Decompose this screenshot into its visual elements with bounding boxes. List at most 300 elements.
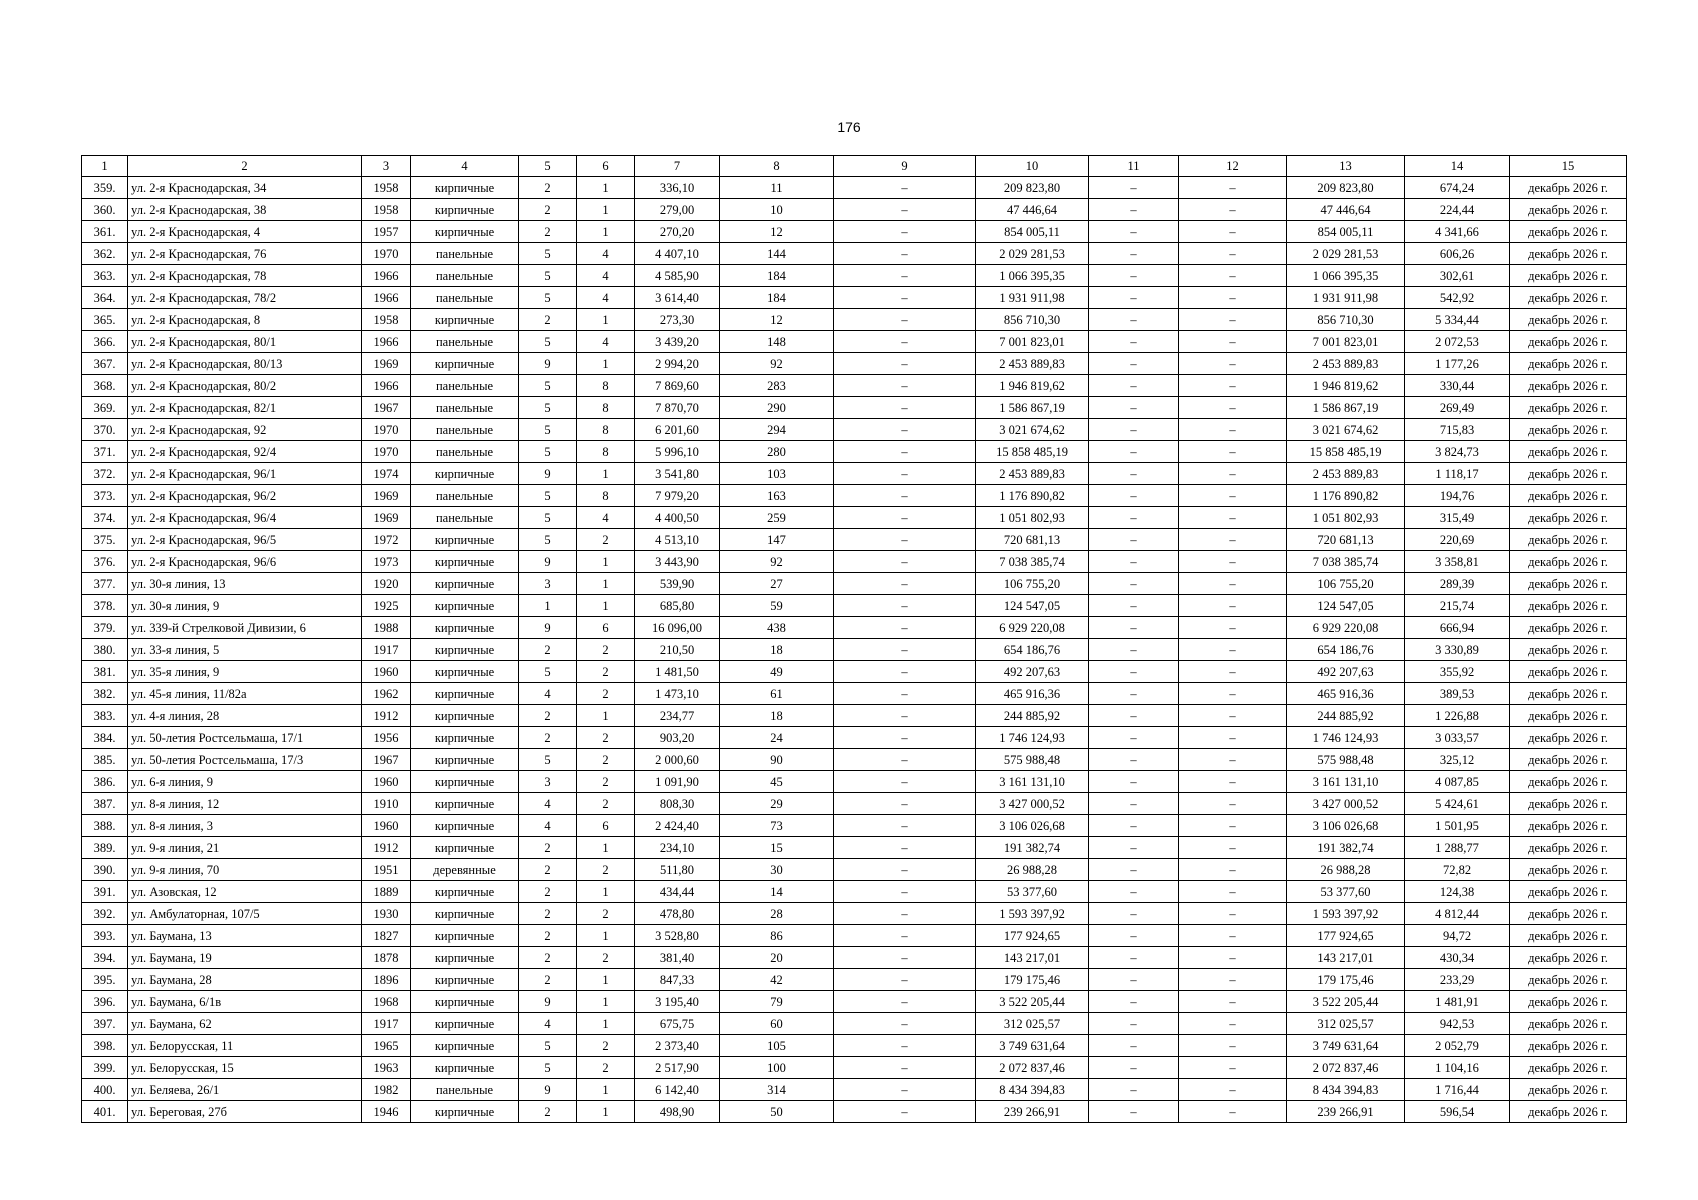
col-floors: 5 (519, 441, 577, 463)
col-address: ул. 2-я Краснодарская, 8 (128, 309, 362, 331)
col-total-cost: 179 175,46 (976, 969, 1089, 991)
col-number: 388. (82, 815, 128, 837)
col-col11: – (1089, 529, 1179, 551)
col-address: ул. 2-я Краснодарская, 96/1 (128, 463, 362, 485)
col-year: 1951 (362, 859, 411, 881)
col-year: 1912 (362, 837, 411, 859)
col-col12: – (1179, 815, 1287, 837)
col-residents: 90 (720, 749, 834, 771)
col-number: 394. (82, 947, 128, 969)
col-residents: 147 (720, 529, 834, 551)
col-total-cost: 3 749 631,64 (976, 1035, 1089, 1057)
table-row (82, 419, 1627, 441)
col-col9: – (834, 661, 976, 683)
col-col14: 1 481,91 (1405, 991, 1510, 1013)
col-entrances: 6 (577, 815, 635, 837)
col-area: 4 513,10 (635, 529, 720, 551)
col-residents: 86 (720, 925, 834, 947)
col-number: 365. (82, 309, 128, 331)
col-floors: 2 (519, 881, 577, 903)
col-area: 1 091,90 (635, 771, 720, 793)
table-row (82, 265, 1627, 287)
col-year: 1878 (362, 947, 411, 969)
col-floors: 1 (519, 595, 577, 617)
col-floors: 9 (519, 617, 577, 639)
col-year: 1912 (362, 705, 411, 727)
col-address: ул. 2-я Краснодарская, 4 (128, 221, 362, 243)
col-total-cost: 26 988,28 (976, 859, 1089, 881)
col-col11: – (1089, 309, 1179, 331)
col-year: 1969 (362, 353, 411, 375)
col-address: ул. 9-я линия, 21 (128, 837, 362, 859)
col-col13: 179 175,46 (1287, 969, 1405, 991)
col-residents: 50 (720, 1101, 834, 1123)
col-year: 1920 (362, 573, 411, 595)
table-row (82, 1035, 1627, 1057)
col-floors: 5 (519, 287, 577, 309)
col-col13: 191 382,74 (1287, 837, 1405, 859)
col-deadline: декабрь 2026 г. (1510, 815, 1627, 837)
col-floors: 9 (519, 991, 577, 1013)
col-col11: – (1089, 683, 1179, 705)
col-deadline: декабрь 2026 г. (1510, 705, 1627, 727)
col-year: 1896 (362, 969, 411, 991)
col-col14: 1 118,17 (1405, 463, 1510, 485)
col-residents: 184 (720, 287, 834, 309)
col-col11: – (1089, 551, 1179, 573)
col-deadline: декабрь 2026 г. (1510, 199, 1627, 221)
col-deadline: декабрь 2026 г. (1510, 903, 1627, 925)
col-deadline: декабрь 2026 г. (1510, 419, 1627, 441)
col-area: 2 424,40 (635, 815, 720, 837)
col-col11: – (1089, 221, 1179, 243)
col-col14: 430,34 (1405, 947, 1510, 969)
col-total-cost: 124 547,05 (976, 595, 1089, 617)
col-col9: – (834, 925, 976, 947)
col-col11: – (1089, 837, 1179, 859)
col-year: 1970 (362, 243, 411, 265)
col-deadline: декабрь 2026 г. (1510, 507, 1627, 529)
table-row (82, 551, 1627, 573)
table-row (82, 859, 1627, 881)
col-entrances: 2 (577, 771, 635, 793)
col-col14: 302,61 (1405, 265, 1510, 287)
col-wall-material: кирпичные (411, 1013, 519, 1035)
col-year: 1969 (362, 485, 411, 507)
table-row (82, 529, 1627, 551)
col-residents: 283 (720, 375, 834, 397)
col-total-cost: 3 021 674,62 (976, 419, 1089, 441)
col-deadline: декабрь 2026 г. (1510, 485, 1627, 507)
col-col12: – (1179, 903, 1287, 925)
col-entrances: 1 (577, 221, 635, 243)
col-area: 808,30 (635, 793, 720, 815)
col-area: 279,00 (635, 199, 720, 221)
col-address: ул. 2-я Краснодарская, 34 (128, 177, 362, 199)
col-number: 400. (82, 1079, 128, 1101)
col-address: ул. 2-я Краснодарская, 96/6 (128, 551, 362, 573)
col-col13: 7 038 385,74 (1287, 551, 1405, 573)
col-col9: – (834, 859, 976, 881)
table-row (82, 793, 1627, 815)
col-wall-material: кирпичные (411, 551, 519, 573)
col-floors: 9 (519, 1079, 577, 1101)
col-col14: 389,53 (1405, 683, 1510, 705)
col-year: 1960 (362, 771, 411, 793)
col-col9: – (834, 793, 976, 815)
col-floors: 9 (519, 551, 577, 573)
col-col9: – (834, 991, 976, 1013)
col-floors: 3 (519, 771, 577, 793)
col-address: ул. 2-я Краснодарская, 80/1 (128, 331, 362, 353)
col-col11: – (1089, 1035, 1179, 1057)
col-col14: 2 052,79 (1405, 1035, 1510, 1057)
col-col14: 72,82 (1405, 859, 1510, 881)
col-entrances: 2 (577, 947, 635, 969)
col-deadline: декабрь 2026 г. (1510, 177, 1627, 199)
col-deadline: декабрь 2026 г. (1510, 287, 1627, 309)
col-deadline: декабрь 2026 г. (1510, 309, 1627, 331)
col-col12: – (1179, 705, 1287, 727)
col-col12: – (1179, 507, 1287, 529)
col-total-cost: 312 025,57 (976, 1013, 1089, 1035)
col-residents: 28 (720, 903, 834, 925)
col-col13: 53 377,60 (1287, 881, 1405, 903)
col-entrances: 8 (577, 397, 635, 419)
col-col12: – (1179, 463, 1287, 485)
col-deadline: декабрь 2026 г. (1510, 617, 1627, 639)
col-col14: 4 812,44 (1405, 903, 1510, 925)
col-col13: 465 916,36 (1287, 683, 1405, 705)
col-floors: 4 (519, 815, 577, 837)
col-col11: – (1089, 573, 1179, 595)
col-number: 389. (82, 837, 128, 859)
table-row (82, 947, 1627, 969)
col-total-cost: 1 931 911,98 (976, 287, 1089, 309)
col-entrances: 1 (577, 837, 635, 859)
col-col12: – (1179, 1057, 1287, 1079)
col-area: 4 407,10 (635, 243, 720, 265)
col-wall-material: кирпичные (411, 309, 519, 331)
table-row (82, 925, 1627, 947)
col-entrances: 1 (577, 991, 635, 1013)
table-row (82, 1013, 1627, 1035)
col-number: 380. (82, 639, 128, 661)
col-col12: – (1179, 771, 1287, 793)
col-col9: – (834, 969, 976, 991)
col-residents: 61 (720, 683, 834, 705)
col-address: ул. 6-я линия, 9 (128, 771, 362, 793)
col-number: 372. (82, 463, 128, 485)
col-residents: 14 (720, 881, 834, 903)
col-residents: 438 (720, 617, 834, 639)
column-header: 15 (1510, 156, 1627, 177)
col-year: 1958 (362, 199, 411, 221)
col-col12: – (1179, 661, 1287, 683)
col-entrances: 2 (577, 529, 635, 551)
col-col12: – (1179, 969, 1287, 991)
col-entrances: 1 (577, 353, 635, 375)
col-number: 361. (82, 221, 128, 243)
col-col12: – (1179, 639, 1287, 661)
col-entrances: 8 (577, 441, 635, 463)
col-entrances: 2 (577, 1035, 635, 1057)
col-col13: 3 106 026,68 (1287, 815, 1405, 837)
col-col12: – (1179, 331, 1287, 353)
col-col12: – (1179, 441, 1287, 463)
table-body (82, 156, 1627, 1123)
table-row (82, 309, 1627, 331)
col-residents: 79 (720, 991, 834, 1013)
col-col12: – (1179, 199, 1287, 221)
col-residents: 73 (720, 815, 834, 837)
col-year: 1967 (362, 749, 411, 771)
col-col9: – (834, 419, 976, 441)
col-floors: 3 (519, 573, 577, 595)
col-col11: – (1089, 925, 1179, 947)
col-number: 390. (82, 859, 128, 881)
col-total-cost: 1 066 395,35 (976, 265, 1089, 287)
col-col9: – (834, 1035, 976, 1057)
col-year: 1970 (362, 419, 411, 441)
col-deadline: декабрь 2026 г. (1510, 573, 1627, 595)
column-header: 2 (128, 156, 362, 177)
col-floors: 5 (519, 661, 577, 683)
col-col12: – (1179, 1101, 1287, 1123)
col-col13: 1 593 397,92 (1287, 903, 1405, 925)
col-residents: 18 (720, 639, 834, 661)
col-col9: – (834, 507, 976, 529)
col-col13: 6 929 220,08 (1287, 617, 1405, 639)
col-entrances: 2 (577, 683, 635, 705)
col-year: 1965 (362, 1035, 411, 1057)
col-col11: – (1089, 705, 1179, 727)
col-area: 210,50 (635, 639, 720, 661)
col-floors: 5 (519, 331, 577, 353)
col-residents: 314 (720, 1079, 834, 1101)
col-entrances: 1 (577, 573, 635, 595)
table-row (82, 243, 1627, 265)
col-address: ул. 2-я Краснодарская, 78 (128, 265, 362, 287)
col-wall-material: кирпичные (411, 837, 519, 859)
col-area: 539,90 (635, 573, 720, 595)
col-area: 7 979,20 (635, 485, 720, 507)
column-header: 9 (834, 156, 976, 177)
col-area: 6 142,40 (635, 1079, 720, 1101)
col-floors: 5 (519, 265, 577, 287)
col-col11: – (1089, 1101, 1179, 1123)
col-year: 1972 (362, 529, 411, 551)
col-total-cost: 1 946 819,62 (976, 375, 1089, 397)
col-wall-material: кирпичные (411, 881, 519, 903)
col-deadline: декабрь 2026 г. (1510, 331, 1627, 353)
col-wall-material: панельные (411, 1079, 519, 1101)
col-wall-material: кирпичные (411, 749, 519, 771)
col-number: 374. (82, 507, 128, 529)
col-deadline: декабрь 2026 г. (1510, 551, 1627, 573)
col-entrances: 1 (577, 969, 635, 991)
col-col14: 3 358,81 (1405, 551, 1510, 573)
col-col11: – (1089, 463, 1179, 485)
table-row (82, 683, 1627, 705)
col-area: 381,40 (635, 947, 720, 969)
col-floors: 2 (519, 947, 577, 969)
col-total-cost: 209 823,80 (976, 177, 1089, 199)
column-header: 11 (1089, 156, 1179, 177)
col-wall-material: кирпичные (411, 529, 519, 551)
col-residents: 49 (720, 661, 834, 683)
col-col14: 1 104,16 (1405, 1057, 1510, 1079)
col-col13: 47 446,64 (1287, 199, 1405, 221)
col-col13: 312 025,57 (1287, 1013, 1405, 1035)
housing-table (81, 155, 1627, 1123)
col-residents: 100 (720, 1057, 834, 1079)
col-wall-material: кирпичные (411, 1101, 519, 1123)
col-total-cost: 3 161 131,10 (976, 771, 1089, 793)
col-number: 367. (82, 353, 128, 375)
col-residents: 60 (720, 1013, 834, 1035)
table-row (82, 485, 1627, 507)
col-col11: – (1089, 771, 1179, 793)
col-col13: 177 924,65 (1287, 925, 1405, 947)
col-total-cost: 3 427 000,52 (976, 793, 1089, 815)
col-wall-material: кирпичные (411, 177, 519, 199)
col-entrances: 4 (577, 243, 635, 265)
col-residents: 148 (720, 331, 834, 353)
col-number: 382. (82, 683, 128, 705)
col-col14: 5 424,61 (1405, 793, 1510, 815)
col-col9: – (834, 287, 976, 309)
col-col12: – (1179, 485, 1287, 507)
col-address: ул. 50-летия Ростсельмаша, 17/1 (128, 727, 362, 749)
col-col13: 244 885,92 (1287, 705, 1405, 727)
col-deadline: декабрь 2026 г. (1510, 947, 1627, 969)
table-row (82, 375, 1627, 397)
col-col11: – (1089, 507, 1179, 529)
col-number: 381. (82, 661, 128, 683)
col-col9: – (834, 881, 976, 903)
col-area: 3 443,90 (635, 551, 720, 573)
col-floors: 2 (519, 199, 577, 221)
col-entrances: 1 (577, 595, 635, 617)
col-entrances: 2 (577, 661, 635, 683)
col-residents: 24 (720, 727, 834, 749)
col-deadline: декабрь 2026 г. (1510, 1057, 1627, 1079)
col-col14: 666,94 (1405, 617, 1510, 639)
col-year: 1967 (362, 397, 411, 419)
col-deadline: декабрь 2026 г. (1510, 265, 1627, 287)
table-row (82, 903, 1627, 925)
column-header: 12 (1179, 156, 1287, 177)
col-floors: 9 (519, 463, 577, 485)
col-col11: – (1089, 903, 1179, 925)
col-floors: 2 (519, 837, 577, 859)
col-number: 387. (82, 793, 128, 815)
col-wall-material: кирпичные (411, 661, 519, 683)
col-floors: 4 (519, 1013, 577, 1035)
col-col13: 2 453 889,83 (1287, 463, 1405, 485)
col-floors: 4 (519, 683, 577, 705)
col-col9: – (834, 199, 976, 221)
table-row (82, 969, 1627, 991)
col-address: ул. Белорусская, 15 (128, 1057, 362, 1079)
col-wall-material: кирпичные (411, 727, 519, 749)
col-number: 363. (82, 265, 128, 287)
col-residents: 15 (720, 837, 834, 859)
col-year: 1827 (362, 925, 411, 947)
col-area: 3 541,80 (635, 463, 720, 485)
col-col11: – (1089, 331, 1179, 353)
col-col11: – (1089, 287, 1179, 309)
table-row (82, 595, 1627, 617)
col-address: ул. 33-я линия, 5 (128, 639, 362, 661)
col-address: ул. 2-я Краснодарская, 96/5 (128, 529, 362, 551)
col-col9: – (834, 551, 976, 573)
column-header: 5 (519, 156, 577, 177)
col-col14: 942,53 (1405, 1013, 1510, 1035)
col-deadline: декабрь 2026 г. (1510, 375, 1627, 397)
column-header: 8 (720, 156, 834, 177)
col-year: 1917 (362, 1013, 411, 1035)
col-address: ул. 2-я Краснодарская, 38 (128, 199, 362, 221)
col-total-cost: 191 382,74 (976, 837, 1089, 859)
col-deadline: декабрь 2026 г. (1510, 991, 1627, 1013)
col-number: 371. (82, 441, 128, 463)
col-deadline: декабрь 2026 г. (1510, 595, 1627, 617)
col-col14: 606,26 (1405, 243, 1510, 265)
col-col13: 1 066 395,35 (1287, 265, 1405, 287)
col-col13: 720 681,13 (1287, 529, 1405, 551)
col-residents: 12 (720, 309, 834, 331)
col-floors: 2 (519, 727, 577, 749)
col-deadline: декабрь 2026 г. (1510, 1013, 1627, 1035)
col-address: ул. 339-й Стрелковой Дивизии, 6 (128, 617, 362, 639)
col-wall-material: кирпичные (411, 617, 519, 639)
col-year: 1956 (362, 727, 411, 749)
col-entrances: 1 (577, 881, 635, 903)
col-floors: 2 (519, 639, 577, 661)
col-col12: – (1179, 1035, 1287, 1057)
col-col13: 1 051 802,93 (1287, 507, 1405, 529)
col-area: 273,30 (635, 309, 720, 331)
col-address: ул. Азовская, 12 (128, 881, 362, 903)
col-col11: – (1089, 595, 1179, 617)
col-col9: – (834, 397, 976, 419)
col-col13: 124 547,05 (1287, 595, 1405, 617)
col-number: 368. (82, 375, 128, 397)
col-col13: 7 001 823,01 (1287, 331, 1405, 353)
col-total-cost: 7 001 823,01 (976, 331, 1089, 353)
col-total-cost: 492 207,63 (976, 661, 1089, 683)
col-wall-material: кирпичные (411, 199, 519, 221)
col-residents: 294 (720, 419, 834, 441)
col-floors: 2 (519, 221, 577, 243)
col-residents: 92 (720, 551, 834, 573)
col-total-cost: 8 434 394,83 (976, 1079, 1089, 1101)
col-address: ул. 50-летия Ростсельмаша, 17/3 (128, 749, 362, 771)
col-number: 384. (82, 727, 128, 749)
col-residents: 280 (720, 441, 834, 463)
col-entrances: 8 (577, 485, 635, 507)
col-address: ул. Амбулаторная, 107/5 (128, 903, 362, 925)
col-col13: 239 266,91 (1287, 1101, 1405, 1123)
col-wall-material: кирпичные (411, 1035, 519, 1057)
col-deadline: декабрь 2026 г. (1510, 749, 1627, 771)
col-total-cost: 244 885,92 (976, 705, 1089, 727)
col-deadline: декабрь 2026 г. (1510, 529, 1627, 551)
col-entrances: 2 (577, 793, 635, 815)
col-total-cost: 3 106 026,68 (976, 815, 1089, 837)
